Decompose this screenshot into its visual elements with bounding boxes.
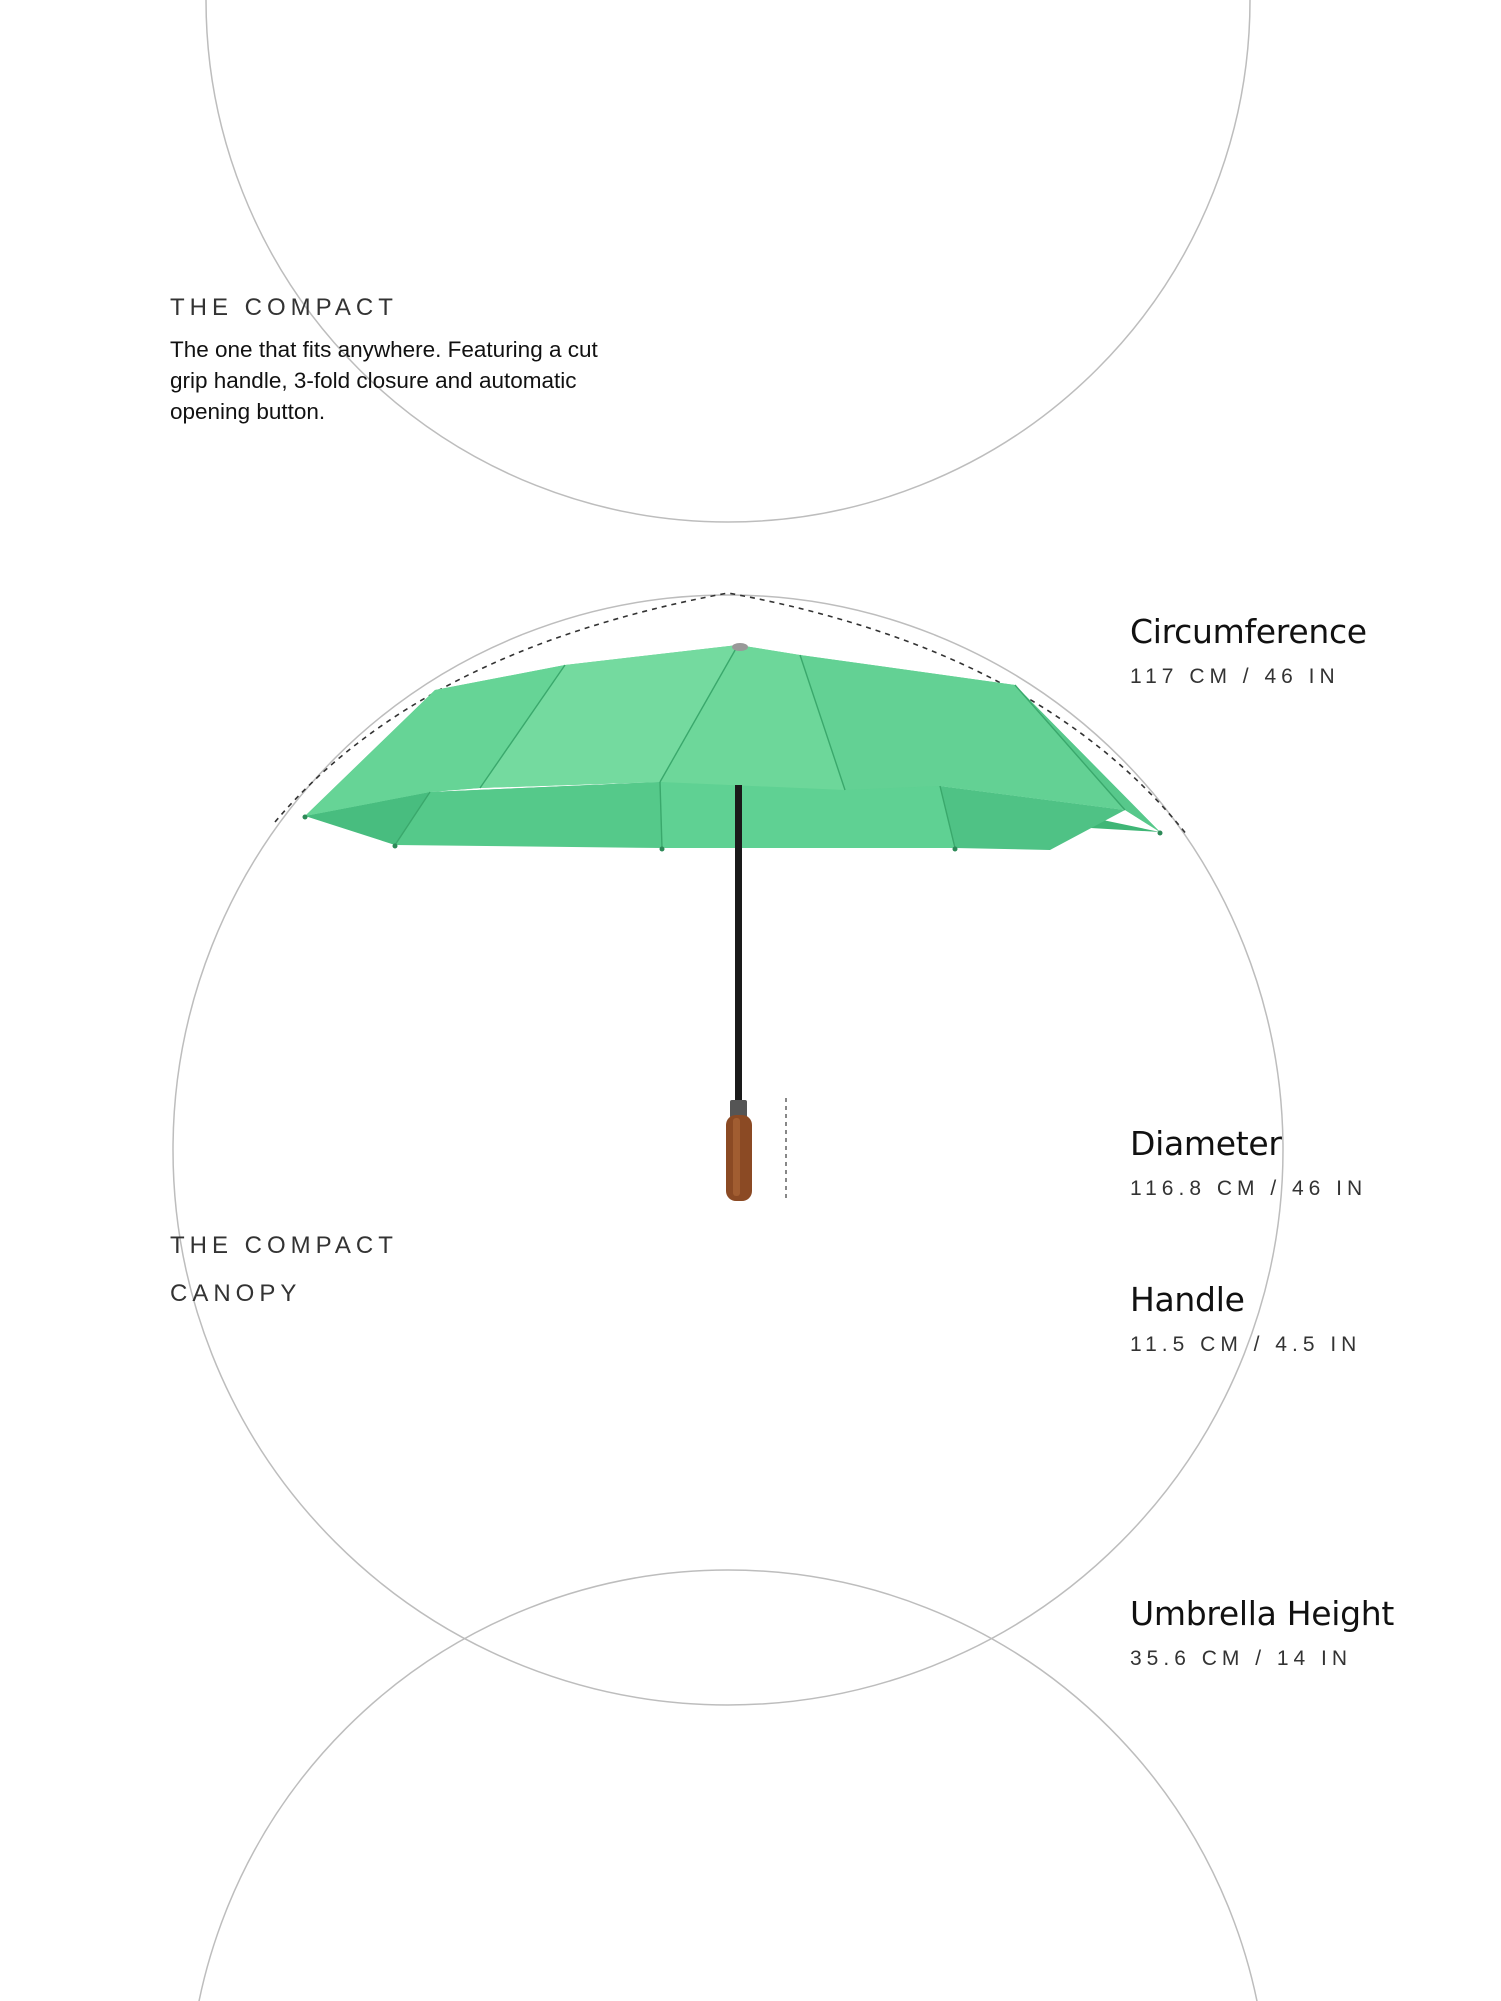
umbrella-shaft xyxy=(735,785,742,1105)
spec-handle xyxy=(1130,1280,1361,1357)
spec-label: Umbrella Height xyxy=(1130,1594,1395,1633)
spec-circumference xyxy=(1130,612,1367,689)
spec-value: 116.8 CM / 46 IN xyxy=(1130,1177,1368,1200)
spec-label: Diameter xyxy=(1130,1124,1282,1163)
spec-value: 35.6 CM / 14 IN xyxy=(1130,1647,1353,1670)
umbrella-illustration xyxy=(303,643,1163,1201)
bottom-guide-circle xyxy=(188,1570,1268,2001)
spec-diameter xyxy=(1130,1124,1367,1201)
spec-umbrella-height xyxy=(1130,1594,1394,1671)
spec-label: Handle xyxy=(1130,1280,1245,1319)
spec-label: Circumference xyxy=(1130,612,1367,651)
product-name-label: THE COMPACT xyxy=(170,1232,398,1259)
spec-value: 117 CM / 46 IN xyxy=(1130,665,1340,688)
top-guide-circle xyxy=(206,0,1250,522)
intro-eyebrow: THE COMPACT xyxy=(170,294,398,321)
product-part-label: CANOPY xyxy=(170,1280,302,1307)
spec-value: 11.5 CM / 4.5 IN xyxy=(1130,1333,1362,1356)
intro-description: The one that fits anywhere. Featuring a cut grip handle, 3-fold closure and automatic opening button. xyxy=(170,337,598,424)
